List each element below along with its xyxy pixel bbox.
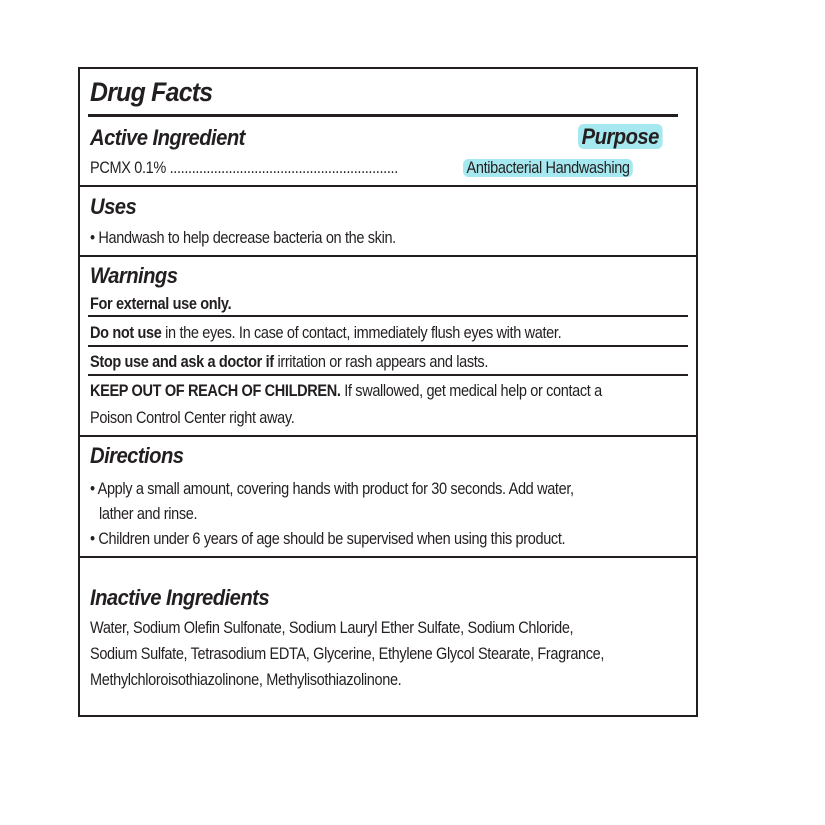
do-not-use-label: Do not use (90, 324, 162, 342)
directions-item-2: • Children under 6 years of age should be supervised when using this product. (90, 530, 566, 548)
active-ingredient-line (90, 159, 398, 178)
warning-rule-3 (88, 374, 688, 376)
stop-use-warning (90, 353, 488, 372)
warning-rule-1 (88, 315, 688, 317)
purpose-value (463, 159, 633, 178)
purpose-heading (578, 124, 662, 150)
directions-heading: Directions (90, 443, 184, 468)
purpose-heading-label: Purpose (578, 124, 662, 149)
do-not-use-text: in the eyes. In case of contact, immediately flush eyes with water. (161, 324, 562, 342)
warnings-divider (80, 435, 696, 437)
ingredient-name: PCMX 0.1% (90, 159, 166, 177)
title-divider (88, 114, 678, 117)
uses-heading: Uses (90, 194, 137, 219)
uses-item: • Handwash to help decrease bacteria on the skin. (90, 229, 396, 247)
drug-facts-panel (78, 67, 698, 717)
external-use-text: For external use only. (90, 295, 232, 313)
keep-out-label: KEEP OUT OF REACH OF CHILDREN. (90, 382, 341, 400)
drug-facts-title: Drug Facts (90, 77, 213, 107)
keep-out-text-continued: Poison Control Center right away. (90, 409, 295, 427)
directions-item-1-continued: lather and rinse. (99, 505, 198, 523)
warnings-heading: Warnings (90, 263, 178, 288)
keep-out-warning (90, 382, 602, 401)
directions-item-1: • Apply a small amount, covering hands with product for 30 seconds. Add water, (90, 480, 574, 498)
inactive-ingredients-line-3: Methylchloroisothiazolinone, Methylisothiazolinone. (90, 671, 402, 689)
inactive-ingredients-line-1: Water, Sodium Olefin Sulfonate, Sodium Lauryl Ether Sulfate, Sodium Chloride, (90, 619, 574, 637)
inactive-ingredients-line-2: Sodium Sulfate, Tetrasodium EDTA, Glycerine, Ethylene Glycol Stearate, Fragrance, (90, 645, 605, 663)
active-ingredient-heading: Active Ingredient (90, 125, 245, 150)
inactive-ingredients-heading: Inactive Ingredients (90, 585, 270, 610)
directions-divider (80, 556, 696, 558)
uses-divider (80, 255, 696, 257)
do-not-use-warning (90, 324, 561, 343)
keep-out-text: If swallowed, get medical help or contact a (340, 382, 602, 400)
external-use-warning (90, 295, 231, 314)
stop-use-text: irritation or rash appears and lasts. (273, 353, 489, 371)
stop-use-label: Stop use and ask a doctor if (90, 353, 274, 371)
purpose-text: Antibacterial Handwashing (463, 159, 633, 177)
dot-leader: .............................................................. (169, 159, 398, 177)
active-ingredient-divider (80, 185, 696, 187)
warning-rule-2 (88, 345, 688, 347)
